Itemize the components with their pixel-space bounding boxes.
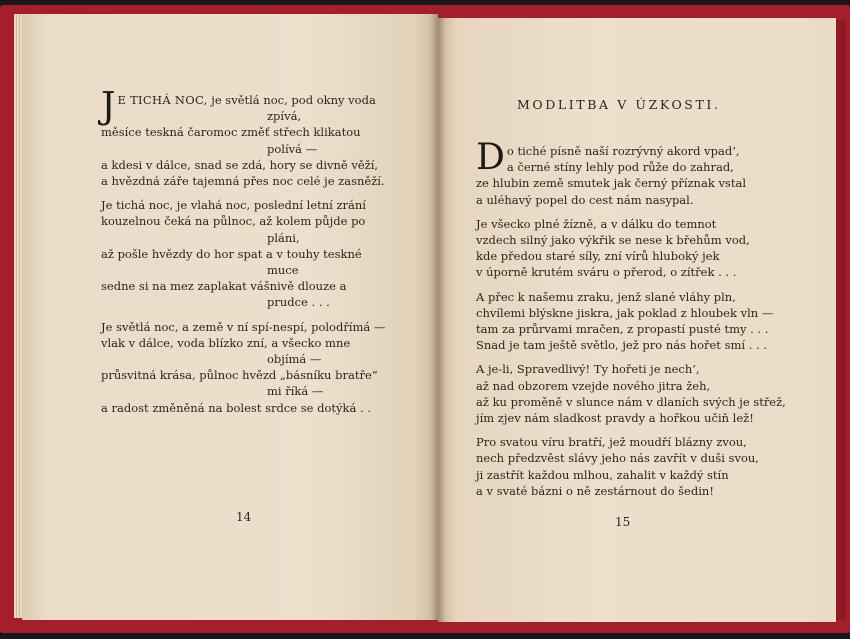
poem-line: Je světlá noc, a země v ní spí-nespí, polodřímá — bbox=[101, 319, 386, 334]
poem-line: ji zastřít každou mlhou, zahalit v každý stín bbox=[476, 467, 729, 482]
poem-line: A přec k našemu zraku, jenž slané vláhy pln, bbox=[476, 289, 736, 304]
poem-line: je světlá noc, pod okny voda bbox=[207, 93, 376, 107]
poem-line: měsíce teskná čaromoc změť střech klikatou bbox=[101, 125, 361, 140]
poem-line: jím zjev nám sladkost pravdy a hořkou učiň lež! bbox=[476, 411, 754, 426]
poem-line: objímá — bbox=[267, 352, 322, 367]
poem-line: prudce . . . bbox=[267, 295, 330, 310]
poem-line: a radost změněná na bolest srdce se dotýká . . bbox=[101, 400, 371, 415]
poem-line: kde předou staré síly, zní vírů hluboký jek bbox=[476, 249, 720, 264]
poem-line: až nad obzorem vzejde nového jitra žeh, bbox=[476, 378, 711, 393]
poem-line: a černé stíny lehly pod růže do zahrad, bbox=[506, 160, 734, 175]
poem-line: muce bbox=[267, 263, 299, 278]
page-number-right: 15 bbox=[615, 515, 631, 529]
stanza-break bbox=[476, 281, 786, 289]
poem-line: a uléhavý popel do cest nám nasypal. bbox=[476, 192, 694, 207]
poem-line: polívá — bbox=[267, 141, 318, 156]
stanza-break bbox=[476, 208, 786, 216]
left-poem bbox=[101, 86, 386, 416]
poem-line: Je všecko plné žízně, a v dálku do temnot bbox=[476, 216, 717, 231]
poem-line: nech předzvěst slávy jeho nás zavřít v duši svou, bbox=[476, 451, 759, 466]
poem-line: Pro svatou víru bratří, jež moudří blázny zvou, bbox=[476, 435, 747, 450]
drop-cap: J bbox=[101, 86, 116, 127]
book-spine-shadow bbox=[430, 14, 446, 622]
poem-line: až ku proměně v slunce nám v dlaních svých je střež, bbox=[476, 394, 786, 409]
poem-line: vlak v dálce, voda blízko zní, a všecko mne bbox=[101, 335, 351, 350]
cover-edge bbox=[836, 20, 846, 620]
poem-line: pláni, bbox=[267, 230, 300, 245]
poem-line: Snad je tam ještě světlo, jež pro nás hořet smí . . . bbox=[476, 338, 767, 353]
poem-line: a kdesi v dálce, snad se zdá, hory se divně věží, bbox=[101, 157, 379, 172]
poem-line: ze hlubin země smutek jak černý příznak vstal bbox=[476, 176, 746, 191]
poem-line: v úporně krutém sváru o přerod, o zítřek . . . bbox=[476, 265, 737, 280]
poem-line: průsvitná krása, půlnoc hvězd „básníku bratře“ bbox=[101, 368, 378, 383]
poem-opening: E TICHÁ NOC, bbox=[117, 93, 208, 107]
poem-line: a v svaté bázni o ně zestárnout do šedin! bbox=[476, 483, 714, 498]
poem-line: chvílemi blýskne jiskra, jak poklad z hloubek vln — bbox=[476, 305, 774, 320]
poem-line: o tiché písně naší rozrývný akord vpad’, bbox=[506, 144, 740, 158]
stanza-break bbox=[101, 311, 385, 319]
poem-line: vzdech silný jako výkřik se nese k břehům vod, bbox=[476, 233, 750, 248]
page-number-left: 14 bbox=[236, 510, 252, 524]
poem-line: zpívá, bbox=[267, 109, 302, 124]
poem-line: A je-li, Spravedlivý! Ty hořeti je nech’, bbox=[476, 362, 700, 377]
stanza-break bbox=[476, 426, 786, 434]
poem-line: tam za průrvami mračen, z propastí pusté tmy . . . bbox=[476, 322, 769, 337]
poem-line: až pošle hvězdy do hor spat a v touhy teskné bbox=[101, 246, 362, 261]
stanza-break bbox=[476, 353, 786, 361]
poem-line: a hvězdná záře tajemná přes noc celé je zasněží. bbox=[101, 174, 385, 189]
right-poem bbox=[476, 137, 786, 499]
poem-line: Je tichá noc, je vlahá noc, poslední letní zrání bbox=[101, 198, 366, 213]
poem-line: kouzelnou čeká na půlnoc, až kolem půjde po bbox=[101, 214, 366, 229]
poem-title: MODLITBA V ÚZKOSTI. bbox=[517, 97, 721, 112]
stanza-break bbox=[101, 189, 385, 197]
poem-line: mi říká — bbox=[267, 384, 324, 399]
poem-line: sedne si na mez zaplakat vášnivě dlouze a bbox=[101, 279, 347, 294]
drop-cap: D bbox=[476, 137, 505, 178]
